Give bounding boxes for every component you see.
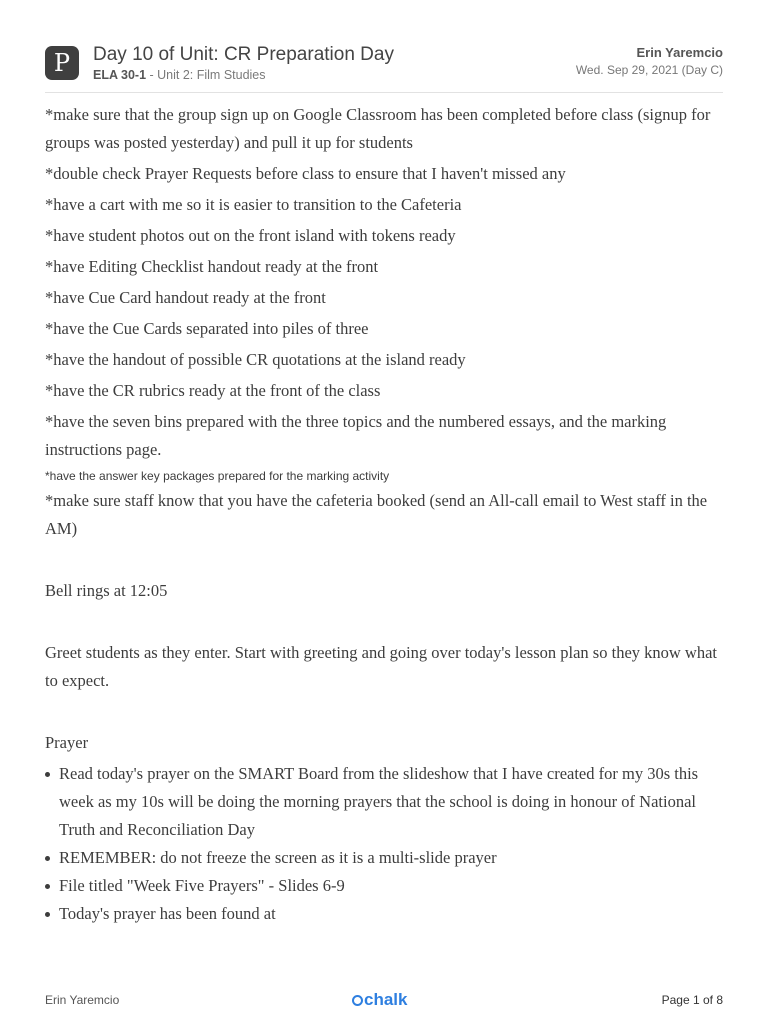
page-header — [45, 44, 723, 93]
checklist-item: *have the Cue Cards separated into piles of three — [45, 319, 369, 338]
page-number: Page 1 of 8 — [661, 993, 723, 1007]
planner-logo-icon: P — [45, 46, 79, 80]
checklist-item: *have student photos out on the front island with tokens ready — [45, 226, 456, 245]
list-item — [45, 844, 723, 872]
checklist-item: *double check Prayer Requests before class to ensure that I haven't missed any — [45, 164, 566, 183]
chalk-logo — [352, 990, 407, 1010]
list-item-text: Today's prayer has been found at — [59, 904, 276, 923]
bullet-icon — [45, 772, 50, 777]
staff-note: *make sure staff know that you have the cafeteria booked (send an All-call email to West staff in the AM) — [45, 491, 708, 538]
course-name: ELA 30-1 — [93, 68, 147, 82]
bell-time: Bell rings at 12:05 — [45, 581, 168, 600]
lesson-date: Wed. Sep 29, 2021 (Day C) — [575, 63, 723, 77]
bullet-icon — [45, 856, 50, 861]
bullet-icon — [45, 912, 50, 917]
checklist-item: *have Cue Card handout ready at the front — [45, 288, 326, 307]
greeting-instructions: Greet students as they enter. Start with greeting and going over today's lesson plan so they know what to expect. — [45, 643, 718, 690]
page-title: Day 10 of Unit: CR Preparation Day — [93, 44, 394, 65]
list-item-text: Read today's prayer on the SMART Board from the slideshow that I have created for my 30s this week as my 10s will be doing the morning prayers that the school is doing in honour of National Truth and Reconciliation Day — [59, 764, 699, 839]
list-item — [45, 760, 723, 844]
author-name: Erin Yaremcio — [636, 45, 723, 60]
checklist-item: *have Editing Checklist handout ready at the front — [45, 257, 379, 276]
checklist-item: *make sure that the group sign up on Google Classroom has been completed before class (signup for groups was posted yesterday) and pull it up for students — [45, 105, 711, 152]
list-item-text: REMEMBER: do not freeze the screen as it is a multi-slide prayer — [59, 848, 497, 867]
prayer-list — [45, 760, 723, 928]
checklist-item: *have the CR rubrics ready at the front of the class — [45, 381, 381, 400]
small-note: *have the answer key packages prepared for the marking activity — [45, 469, 390, 483]
chalk-logo-icon — [352, 995, 363, 1006]
list-item-text: File titled "Week Five Prayers" - Slides 6-9 — [59, 876, 345, 895]
unit-name: - Unit 2: Film Studies — [146, 68, 266, 82]
checklist-item: *have the seven bins prepared with the three topics and the numbered essays, and the marking instructions page. — [45, 412, 667, 459]
breadcrumb — [93, 68, 266, 82]
chalk-logo-text: chalk — [364, 990, 408, 1009]
footer-author: Erin Yaremcio — [45, 993, 120, 1007]
checklist-item: *have a cart with me so it is easier to transition to the Cafeteria — [45, 195, 462, 214]
lesson-body — [45, 101, 723, 928]
bullet-icon — [45, 884, 50, 889]
prayer-heading: Prayer — [45, 733, 89, 752]
checklist-item: *have the handout of possible CR quotations at the island ready — [45, 350, 466, 369]
list-item — [45, 900, 723, 928]
list-item — [45, 872, 723, 900]
